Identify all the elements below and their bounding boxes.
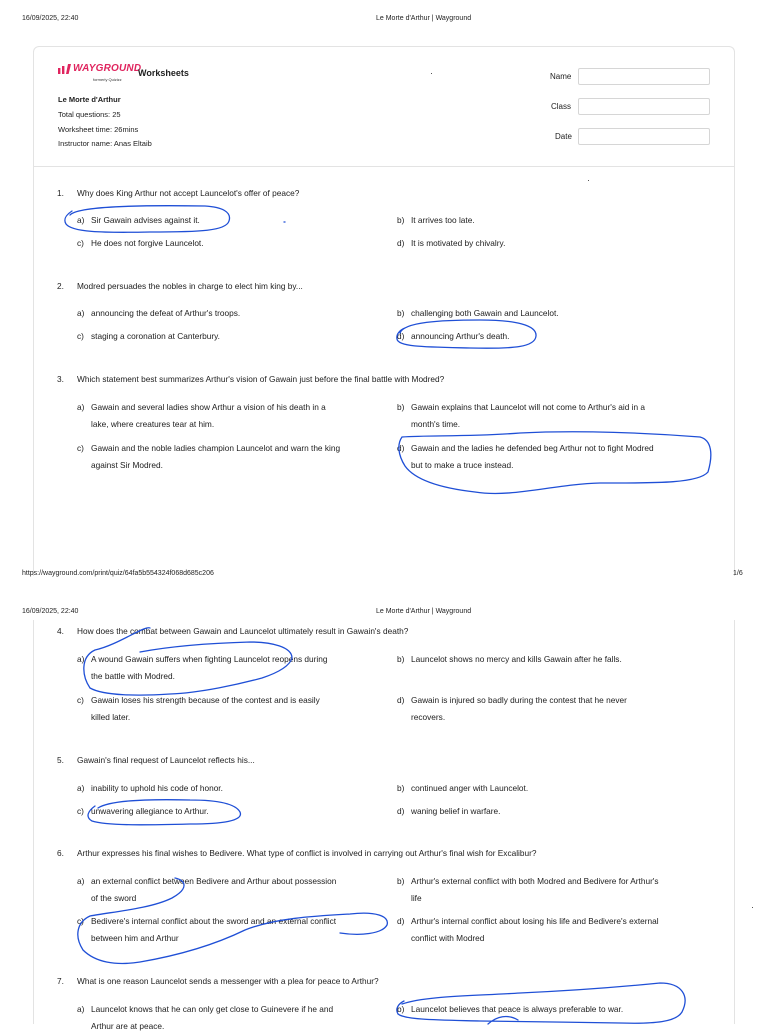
- stray-dot: [431, 73, 432, 74]
- option-letter: b): [397, 654, 405, 664]
- option-text: waning belief in warfare.: [411, 806, 501, 816]
- stray-dot: [588, 180, 589, 181]
- option-text: Sir Gawain advises against it.: [91, 215, 200, 225]
- option-text: Launcelot believes that peace is always preferable to war.: [411, 1004, 624, 1014]
- option-letter: d): [397, 806, 405, 816]
- option-text-line: Gawain loses his strength because of the contest and is easily: [91, 695, 320, 705]
- option-text-line: conflict with Modred: [411, 933, 485, 943]
- option-text: [91, 1001, 333, 1035]
- option-3c[interactable]: [77, 440, 389, 474]
- question-4: [57, 626, 408, 636]
- option-3b[interactable]: [397, 399, 717, 433]
- name-label: Name: [550, 72, 572, 81]
- date-field[interactable]: [578, 128, 710, 145]
- option-letter: b): [397, 215, 405, 225]
- option-4a[interactable]: [77, 651, 389, 685]
- option-4c[interactable]: [77, 692, 389, 726]
- option-text: inability to uphold his code of honor.: [91, 783, 223, 793]
- option-4b[interactable]: [397, 651, 717, 668]
- worksheet-time: Worksheet time: 26mins: [58, 125, 139, 134]
- question-number: 7.: [57, 976, 64, 986]
- option-text: staging a coronation at Canterbury.: [91, 331, 220, 341]
- option-6c[interactable]: [77, 913, 389, 947]
- option-letter: a): [77, 783, 85, 793]
- option-text-line: against Sir Modred.: [91, 460, 163, 470]
- option-letter: b): [397, 402, 405, 412]
- option-letter: d): [397, 331, 405, 341]
- option-5b[interactable]: [397, 780, 717, 797]
- question-text: What is one reason Launcelot sends a messenger with a plea for peace to Arthur?: [77, 976, 379, 986]
- option-letter: d): [397, 443, 405, 453]
- option-5c[interactable]: [77, 803, 377, 820]
- option-text: Launcelot shows no mercy and kills Gawain after he falls.: [411, 654, 622, 664]
- option-letter: c): [77, 695, 84, 705]
- option-text-line: Gawain is injured so badly during the contest that he never: [411, 695, 627, 705]
- option-letter: c): [77, 806, 84, 816]
- option-text: [91, 913, 336, 947]
- question-number: 4.: [57, 626, 64, 636]
- option-text-line: Arthur's internal conflict about losing his life and Bedivere's external: [411, 916, 659, 926]
- option-text: [91, 399, 326, 433]
- option-letter: c): [77, 916, 84, 926]
- wayground-logo: [58, 64, 141, 74]
- option-letter: a): [77, 876, 85, 886]
- option-6b[interactable]: [397, 873, 717, 907]
- option-letter: a): [77, 215, 85, 225]
- option-letter: d): [397, 916, 405, 926]
- option-text-line: Gawain explains that Launcelot will not come to Arthur's aid in a: [411, 402, 646, 412]
- option-text: [411, 399, 645, 433]
- question-6: [57, 848, 537, 858]
- class-label: Class: [551, 102, 572, 111]
- page-number: 1/6: [733, 570, 743, 577]
- option-text: He does not forgive Launcelot.: [91, 238, 204, 248]
- option-2c[interactable]: [77, 328, 377, 345]
- option-text: announcing the defeat of Arthur's troops.: [91, 308, 241, 318]
- option-text: challenging both Gawain and Launcelot.: [411, 308, 559, 318]
- option-text-line: an external conflict between Bedivere and Arthur about possession: [91, 876, 337, 886]
- option-text: announcing Arthur's death.: [411, 331, 510, 341]
- option-text: [91, 873, 336, 907]
- option-6d[interactable]: [397, 913, 717, 947]
- question-3: [57, 374, 444, 384]
- option-2a[interactable]: [77, 305, 377, 322]
- print-url: https://wayground.com/print/quiz/64fa5b554324f068d685c206: [22, 570, 214, 577]
- option-text-line: Launcelot knows that he can only get close to Guinevere if he and: [91, 1004, 334, 1014]
- option-text-line: lake, where creatures tear at him.: [91, 419, 215, 429]
- question-number: 6.: [57, 848, 64, 858]
- option-text-line: between him and Arthur: [91, 933, 179, 943]
- option-text-line: Gawain and the ladies he defended beg Arthur not to fight Modred: [411, 443, 654, 453]
- option-letter: d): [397, 238, 405, 248]
- stray-dot: [752, 907, 753, 908]
- option-text-line: Arthur are at peace.: [91, 1021, 165, 1031]
- print-datetime: 16/09/2025, 22:40: [22, 15, 79, 22]
- option-letter: d): [397, 695, 405, 705]
- option-text-line: recovers.: [411, 712, 446, 722]
- option-3a[interactable]: [77, 399, 389, 433]
- question-number: 2.: [57, 281, 64, 291]
- option-text-line: A wound Gawain suffers when fighting Launcelot reopens during: [91, 654, 328, 664]
- option-text: [91, 440, 340, 474]
- question-7: [57, 976, 379, 986]
- option-letter: a): [77, 308, 85, 318]
- option-text-line: Bedivere's internal conflict about the sword and an external conflict: [91, 916, 337, 926]
- option-4d[interactable]: [397, 692, 717, 726]
- question-text: Which statement best summarizes Arthur's vision of Gawain just before the final battle with Modred?: [77, 374, 445, 384]
- print-title: Le Morte d'Arthur | Wayground: [376, 15, 472, 22]
- option-2b[interactable]: [397, 305, 717, 322]
- logo-subtitle: formerly Quizizz: [93, 77, 122, 82]
- option-letter: a): [77, 402, 85, 412]
- option-letter: a): [77, 654, 85, 664]
- option-text: unwavering allegiance to Arthur.: [91, 806, 209, 816]
- option-text-line: of the sword: [91, 893, 137, 903]
- option-letter: c): [77, 443, 84, 453]
- option-5d[interactable]: [397, 803, 717, 820]
- option-1a[interactable]: [77, 212, 377, 229]
- option-text: It arrives too late.: [411, 215, 475, 225]
- option-text-line: month's time.: [411, 419, 461, 429]
- option-6a[interactable]: [77, 873, 389, 907]
- name-field[interactable]: [578, 68, 710, 85]
- option-text: [91, 692, 320, 726]
- option-text-line: but to make a truce instead.: [411, 460, 514, 470]
- question-text: Arthur expresses his final wishes to Bedivere. What type of conflict is involved in carrying out Arthur's final wish for Excalibur?: [77, 848, 537, 858]
- option-text-line: Gawain and the noble ladies champion Launcelot and warn the king: [91, 443, 341, 453]
- worksheet-title: Le Morte d'Arthur: [58, 95, 121, 104]
- option-text-line: the battle with Modred.: [91, 671, 175, 681]
- option-text: [411, 440, 654, 474]
- question-text: Modred persuades the nobles in charge to elect him king by...: [77, 281, 303, 291]
- question-number: 3.: [57, 374, 64, 384]
- option-5a[interactable]: [77, 780, 377, 797]
- question-text: How does the combat between Gawain and Launcelot ultimately result in Gawain's death?: [77, 626, 409, 636]
- print-title: Le Morte d'Arthur | Wayground: [376, 608, 472, 615]
- logo-wordmark: WAYGROUND: [73, 63, 142, 74]
- date-label: Date: [555, 132, 572, 141]
- option-1b[interactable]: [397, 212, 717, 229]
- option-7a[interactable]: [77, 1001, 389, 1031]
- header-divider: [34, 166, 734, 167]
- product-name: Worksheets: [138, 68, 189, 78]
- option-letter: a): [77, 1004, 85, 1014]
- option-text-line: Arthur's external conflict with both Modred and Bedivere for Arthur's: [411, 876, 659, 886]
- question-5: [57, 755, 255, 765]
- option-letter: c): [77, 238, 84, 248]
- option-3d[interactable]: [397, 440, 717, 474]
- option-text-line: life: [411, 893, 422, 903]
- option-letter: b): [397, 308, 405, 318]
- question-1: [57, 188, 299, 198]
- print-datetime: 16/09/2025, 22:40: [22, 608, 79, 615]
- option-letter: b): [397, 1004, 405, 1014]
- question-number: 5.: [57, 755, 64, 765]
- option-letter: b): [397, 876, 405, 886]
- option-text: continued anger with Launcelot.: [411, 783, 529, 793]
- option-letter: c): [77, 331, 84, 341]
- question-text: Why does King Arthur not accept Launcelot's offer of peace?: [77, 188, 300, 198]
- option-1d[interactable]: [397, 235, 717, 252]
- option-text: [411, 692, 627, 726]
- class-field[interactable]: [578, 98, 710, 115]
- option-text: [411, 873, 659, 907]
- question-number: 1.: [57, 188, 64, 198]
- option-2d[interactable]: [397, 328, 717, 345]
- option-text: [91, 651, 327, 685]
- total-questions: Total questions: 25: [58, 110, 121, 119]
- option-text: It is motivated by chivalry.: [411, 238, 506, 248]
- question-2: [57, 281, 303, 291]
- option-letter: b): [397, 783, 405, 793]
- question-text: Gawain's final request of Launcelot reflects his...: [77, 755, 255, 765]
- wayground-logo-icon: [58, 64, 71, 74]
- option-text-line: Gawain and several ladies show Arthur a vision of his death in a: [91, 402, 326, 412]
- instructor-name: Instructor name: Anas Eltaib: [58, 139, 152, 148]
- option-1c[interactable]: [77, 235, 377, 252]
- option-7b[interactable]: [397, 1001, 717, 1018]
- option-text: [411, 913, 659, 947]
- option-text-line: killed later.: [91, 712, 131, 722]
